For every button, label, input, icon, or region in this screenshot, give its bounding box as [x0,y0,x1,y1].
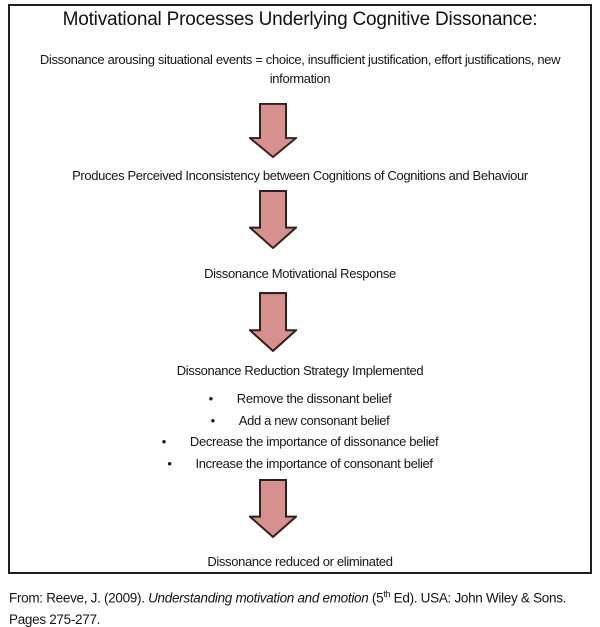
down-arrow-icon [249,479,297,538]
list-item-label: Decrease the importance of dissonance belief [189,434,439,449]
step-perceived-inconsistency: Produces Perceived Inconsistency between Cognitions of Cognitions and Behaviour [72,168,528,183]
list-item [10,434,590,456]
list-item [10,456,590,478]
reduction-strategies-list [10,391,590,477]
citation-edition-pre: (5 [368,590,384,606]
citation [9,584,595,627]
down-arrow-shape [250,191,296,248]
list-item [10,391,590,413]
bullet-icon [162,434,166,449]
list-item-label: Remove the dissonant belief [236,391,392,406]
citation-book-title: Understanding motivation and emotion [148,590,369,606]
diagram-title: Motivational Processes Underlying Cognitive Dissonance: [62,9,538,30]
bullet-icon [167,456,171,471]
down-arrow-shape [250,104,296,157]
bullet-icon [209,391,213,406]
citation-line-2: Pages 275-277. [9,611,101,627]
down-arrow-icon [249,103,297,158]
diagram-frame [8,4,592,574]
citation-line-1 [9,584,595,609]
down-arrow-icon [249,190,297,249]
list-item-label: Increase the importance of consonant belief [195,455,433,471]
down-arrow-shape [250,480,296,537]
down-arrow-icon [249,292,297,352]
step-motivational-response: Dissonance Motivational Response [204,266,396,281]
step-situational-events: Dissonance arousing situational events = choice, insufficient justification, effort justifications, new information [39,52,561,86]
bullet-icon [211,413,215,428]
list-item [10,413,590,435]
down-arrow-shape [250,293,296,351]
citation-edition-superscript: th [383,589,391,599]
list-item-label: Add a new consonant belief [238,412,390,428]
citation-edition-post: Ed). USA: John Wiley & Sons. [390,590,567,606]
citation-prefix: From: Reeve, J. (2009). [9,590,149,606]
step-reduction-strategy: Dissonance Reduction Strategy Implemented [176,363,424,378]
step-outcome: Dissonance reduced or eliminated [207,554,393,569]
